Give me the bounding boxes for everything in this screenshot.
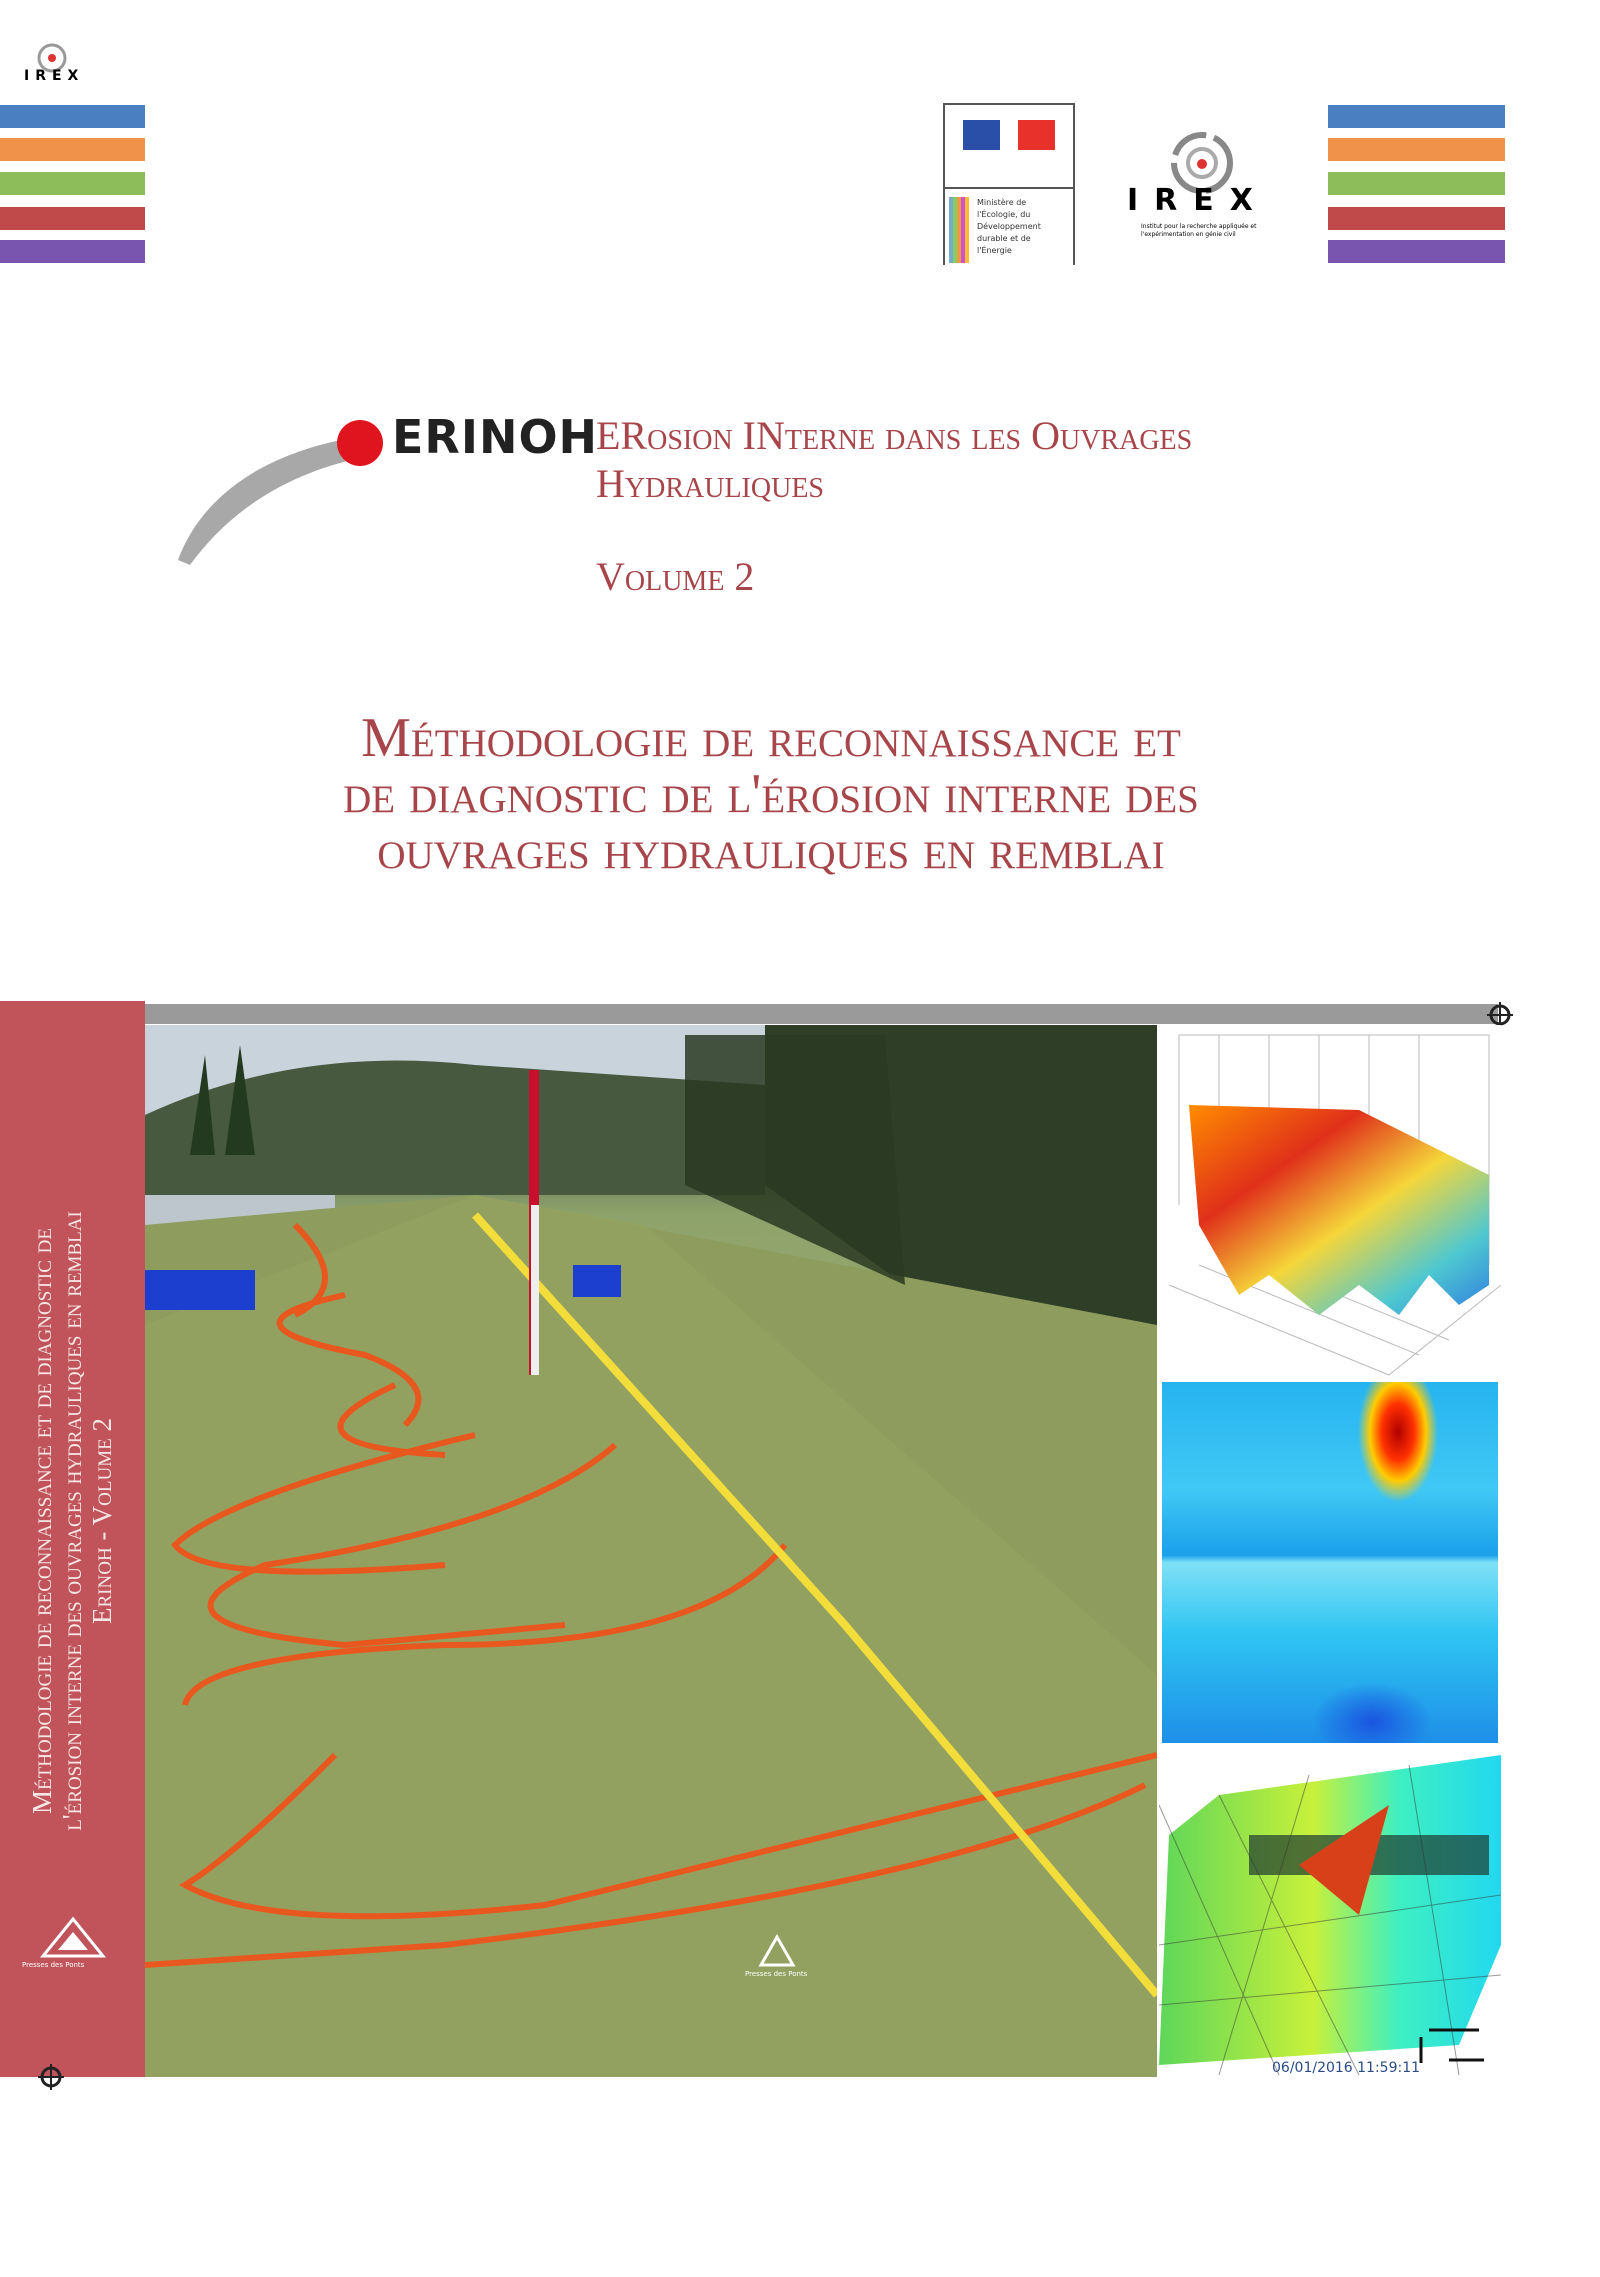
spine-volume: Erinoh - Volume 2 (87, 1418, 117, 1624)
title-line: de diagnostic de l'érosion interne des (343, 763, 1199, 825)
irex-wordmark: IREX (1127, 183, 1269, 218)
irex-logo (1127, 128, 1277, 248)
stripe-blue (0, 105, 145, 128)
irex-small-logo-text: IREX (24, 68, 85, 84)
erinoh-swoosh-logo (170, 410, 390, 570)
stripe-purple (1328, 240, 1505, 263)
erinoh-red-dot-icon (337, 420, 383, 466)
title-line: Méthodologie de reconnaissance et (361, 707, 1181, 769)
resistivity-heatmap (1162, 1382, 1498, 1743)
stripe-green (1328, 172, 1505, 195)
3d-surface-plot (1159, 1025, 1501, 1379)
spine-title-line: l'érosion interne des ouvrages hydrauliques en remblai (57, 1211, 87, 1831)
erinoh-wordmark: ERINOH (392, 410, 599, 464)
spine-title-line: Méthodologie de reconnaissance et de diagnostic de (27, 1228, 57, 1814)
surface-plot-graphic (1159, 1025, 1501, 1379)
spine-publisher: Presses des Ponts (22, 1961, 85, 1969)
stripe-red (0, 207, 145, 230)
stripe-orange (1328, 138, 1505, 161)
volume-label: Volume 2 (596, 554, 755, 599)
plot-timestamp: 06/01/2016 11:59:11 (1272, 2060, 1421, 2076)
subtitle-line: Hydrauliques (596, 461, 824, 506)
french-flag-icon (963, 120, 1055, 150)
page-title (170, 707, 1372, 881)
stripe-purple (0, 240, 145, 263)
dike-cables-illustration (145, 1025, 1157, 2077)
irex-tagline: Institut pour la recherche appliquée et l'expérimentation en génie civil (1141, 223, 1257, 238)
brand-subtitle (596, 412, 1192, 508)
stripe-red (1328, 207, 1505, 230)
top-grey-bar (145, 1004, 1498, 1024)
field-photo-dike (145, 1025, 1157, 2077)
ministry-name: Ministère de l'Écologie, du Développement durable et de l'Énergie (977, 198, 1041, 255)
stripe-orange (0, 138, 145, 161)
ministry-ribbons-icon (949, 197, 969, 263)
mesh-model-plot (1159, 1745, 1501, 2077)
subtitle-line: ERosion INterne dans les Ouvrages (596, 413, 1193, 458)
crosshair-icon (36, 2062, 66, 2092)
stripe-blue (1328, 105, 1505, 128)
photo-publisher-watermark: Presses des Ponts (745, 1970, 808, 1978)
book-spine (0, 1001, 145, 2077)
title-line: ouvrages hydrauliques en remblai (377, 819, 1165, 881)
irex-small-logo (12, 38, 92, 88)
mesh-graphic (1159, 1745, 1501, 2077)
publisher-triangle-logo (40, 1916, 106, 1966)
ministry-logo (943, 103, 1075, 265)
stripe-green (0, 172, 145, 195)
